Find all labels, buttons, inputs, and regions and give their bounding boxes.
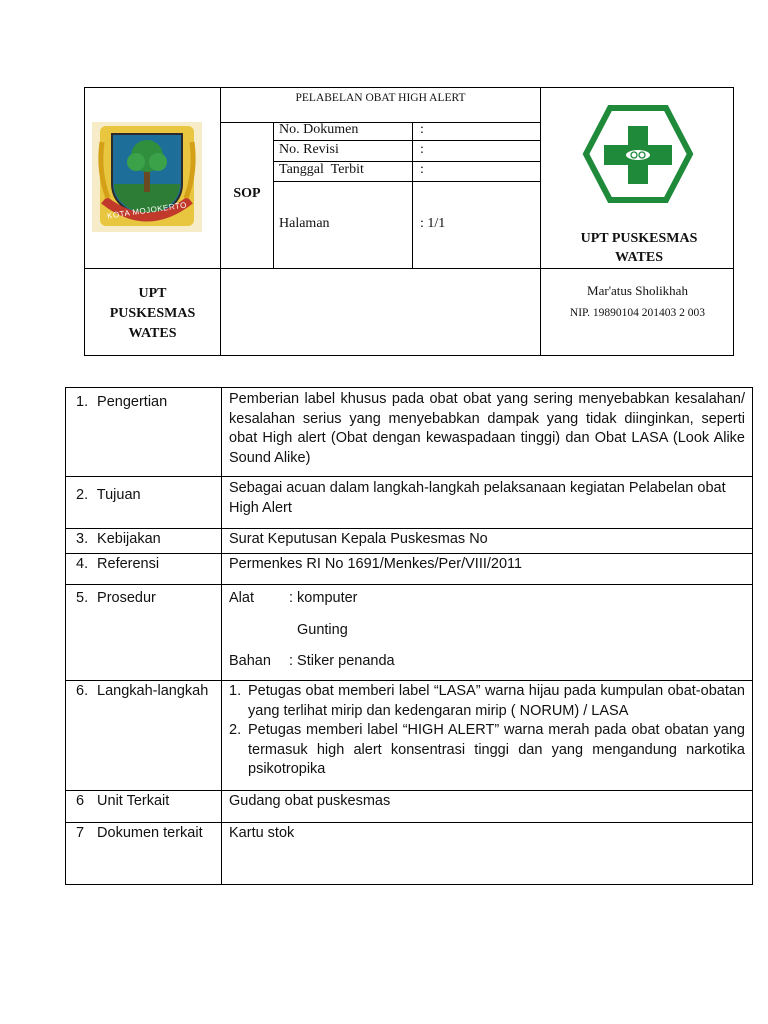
sop-content-table	[65, 387, 753, 885]
bahan-value: : Stiker penanda	[289, 653, 395, 669]
meta-value-no-dokumen: :	[420, 122, 424, 137]
org-line-3: WATES	[128, 326, 177, 341]
step-number: 2.	[229, 722, 242, 738]
row-title: Pengertian	[97, 394, 168, 410]
table-row	[66, 681, 753, 791]
document-title: PELABELAN OBAT HIGH ALERT	[295, 92, 466, 104]
row-number: 6.	[76, 683, 89, 699]
row-number: 4.	[76, 556, 89, 572]
meta-label-no-dokumen: No. Dokumen	[279, 122, 359, 137]
list-item	[229, 721, 745, 780]
row-title: Prosedur	[97, 590, 156, 606]
meta-value-no-revisi: :	[420, 142, 424, 157]
table-row	[66, 791, 753, 823]
row-content: Kartu stok	[222, 823, 753, 885]
row-number: 7	[76, 825, 85, 841]
row-label	[66, 529, 222, 554]
document-header	[84, 87, 734, 356]
row-label	[66, 791, 222, 823]
row-title: Kebijakan	[97, 531, 161, 547]
table-row	[66, 477, 753, 529]
signer-name: Mar'atus Sholikhah	[587, 283, 688, 298]
row-title: Referensi	[97, 556, 160, 572]
row-content: Surat Keputusan Kepala Puskesmas No	[222, 529, 753, 554]
row-title: Unit Terkait	[97, 793, 170, 809]
puskesmas-logo	[582, 104, 694, 204]
step-text: Petugas obat memberi label “LASA” warna hijau pada kumpulan obat-obatan yang terlihat mirip dan kedengaran mirip ( NORUM) / LASA	[248, 683, 745, 719]
alat-value-2: Gunting	[297, 621, 348, 638]
meta-label-halaman: Halaman	[279, 216, 330, 231]
row-number: 3.	[76, 531, 89, 547]
step-number: 1.	[229, 683, 242, 699]
steps-list	[229, 682, 745, 780]
row-number: 2.	[76, 487, 89, 503]
row-label	[66, 477, 222, 529]
row-content: Gudang obat puskesmas	[222, 791, 753, 823]
table-row	[66, 585, 753, 681]
logo-caption: KOTA MOJOKERTO	[106, 200, 188, 221]
signer-nip: NIP. 19890104 201403 2 003	[569, 307, 706, 319]
row-title: Langkah-langkah	[97, 683, 209, 699]
row-number: 1.	[76, 394, 89, 410]
org-line-1: UPT	[138, 286, 167, 301]
alat-value-1: : komputer	[289, 590, 358, 606]
row-label	[66, 388, 222, 477]
alat-label: Alat	[229, 590, 254, 606]
list-item	[229, 682, 745, 721]
row-label	[66, 554, 222, 585]
row-content: Permenkes RI No 1691/Menkes/Per/VIII/2011	[222, 554, 753, 585]
step-text: Petugas memberi label “HIGH ALERT” warna merah pada obat obatan yang termasuk high alert konsentrasi tinggi dan yang mengandung narkotika psikotropika	[248, 722, 745, 777]
row-label	[66, 585, 222, 681]
org-name-right: UPT PUSKESMAS WATES	[580, 231, 698, 265]
meta-value-halaman: : 1/1	[420, 216, 446, 231]
row-content: Sebagai acuan dalam langkah-langkah pelaksanaan kegiatan Pelabelan obat High Alert	[222, 477, 753, 529]
row-content	[222, 585, 753, 681]
row-title: Dokumen terkait	[97, 825, 203, 841]
sop-label: SOP	[233, 186, 261, 201]
meta-label-no-revisi: No. Revisi	[279, 142, 339, 157]
row-label	[66, 823, 222, 885]
meta-label-tanggal-terbit: Tanggal Terbit	[279, 162, 364, 177]
table-row	[66, 529, 753, 554]
row-content	[222, 681, 753, 791]
meta-value-tanggal-terbit: :	[420, 162, 424, 177]
row-number: 5.	[76, 590, 89, 606]
org-line-2: PUSKESMAS	[109, 306, 196, 321]
row-number: 6	[76, 793, 85, 809]
org-name-left	[85, 284, 220, 344]
table-row	[66, 823, 753, 885]
row-title: Tujuan	[96, 487, 141, 503]
table-row	[66, 554, 753, 585]
bahan-label: Bahan	[229, 653, 271, 669]
table-row	[66, 388, 753, 477]
row-label	[66, 681, 222, 791]
row-content: Pemberian label khusus pada obat obat yang sering menyebabkan kesalahan/ kesalahan serius yang menyebabkan dampak yang tidak diinginkan, seperti obat High alert (Obat dengan kewaspadaan tinggi) dan Obat LASA (Look Alike Sound Alike)	[222, 388, 753, 477]
